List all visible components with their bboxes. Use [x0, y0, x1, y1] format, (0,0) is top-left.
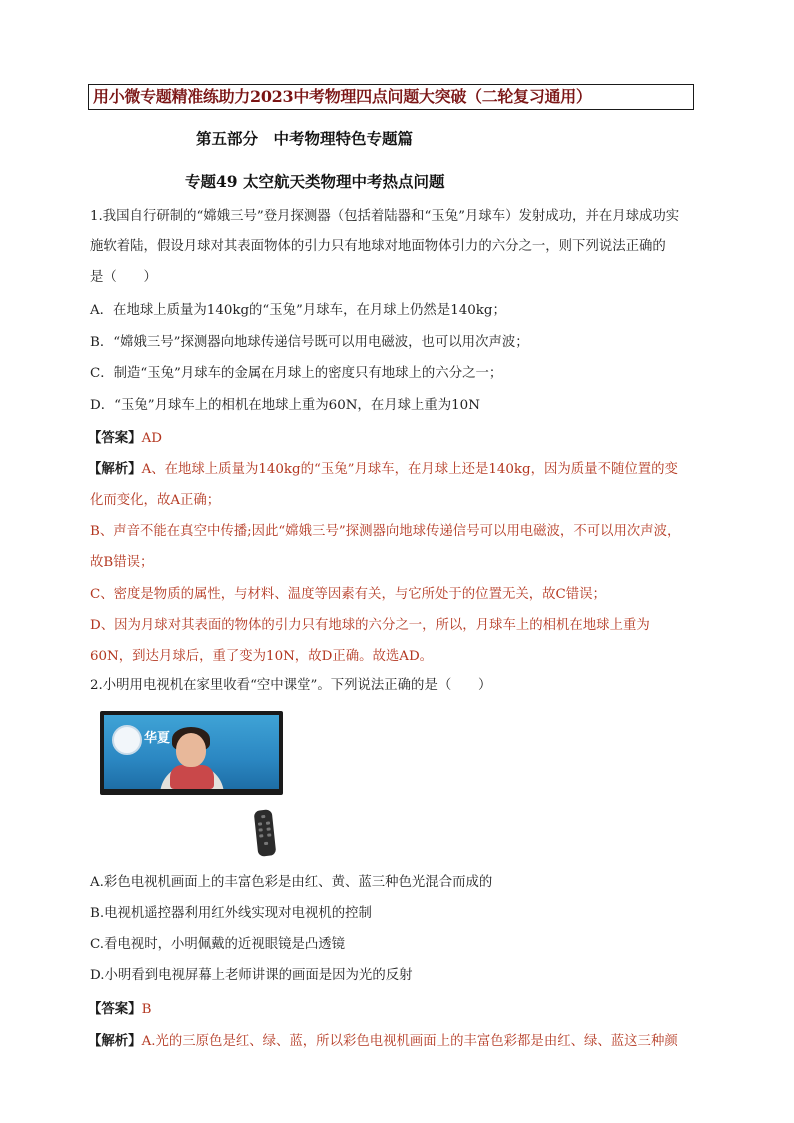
document-banner: 用小微专题精准练助力2023中考物理四点问题大突破（二轮复习通用） — [88, 84, 694, 110]
q1-analysis-line-7: 60N，到达月球后，重了变为10N，故D正确。故选AD。 — [90, 649, 434, 664]
q1-analysis-line-1 — [88, 458, 678, 477]
presenter-face — [176, 733, 206, 767]
q2-answer — [88, 998, 151, 1017]
q1-option-c: C．制造“玉兔”月球车的金属在月球上的密度只有地球上的六分之一； — [90, 366, 503, 381]
q1-answer — [88, 427, 162, 446]
q1-option-b: B．“嫦娥三号”探测器向地球传递信号既可以用电磁波，也可以用次声波； — [90, 335, 529, 350]
q1-analysis-line-4: 故B错误； — [90, 555, 154, 570]
q2-answer-value: B — [141, 1002, 152, 1017]
q1-analysis-line-3: B、声音不能在真空中传播;因此“嫦娥三号”探测器向地球传递信号可以用电磁波，不可以用次声波， — [90, 524, 681, 539]
q1-stem-line-2: 施软着陆，假设月球对其表面物体的引力只有地球对地面物体引力的六分之一，则下列说法正确的 — [90, 239, 666, 254]
q1-stem-line-3: 是（ ） — [90, 270, 157, 285]
q2-analysis-text: A.光的三原色是红、绿、蓝，所以彩色电视机画面上的丰富色彩都是由红、绿、蓝这三种颜 — [141, 1034, 678, 1049]
q1-analysis-text-1: A、在地球上质量为140kg的“玉兔”月球车，在月球上还是140kg，因为质量不随位置的变 — [141, 462, 678, 477]
q2-analysis-line-1 — [88, 1030, 678, 1049]
tv-screen — [104, 715, 279, 789]
presenter-scarf — [170, 765, 214, 789]
tv-image — [100, 711, 283, 795]
q1-analysis-line-6: D、因为月球对其表面的物体的引力只有地球的六分之一，所以，月球车上的相机在地球上重为 — [90, 618, 650, 633]
q2-option-b: B.电视机遥控器利用红外线实现对电视机的控制 — [90, 906, 372, 921]
part-title: 第五部分 中考物理特色专题篇 — [196, 129, 414, 148]
q1-analysis-line-5: C、密度是物质的属性，与材料、温度等因素有关，与它所处于的位置无关，故C错误； — [90, 587, 606, 602]
q1-answer-tag: 【答案】 — [88, 430, 142, 446]
q1-answer-value: AD — [141, 431, 162, 446]
q2-stem: 2.小明用电视机在家里收看“空中课堂”。下列说法正确的是（ ） — [90, 678, 492, 693]
q2-analysis-tag: 【解析】 — [88, 1033, 142, 1049]
q1-option-d: D．“玉兔”月球车上的相机在地球上重为60N，在月球上重为10N — [90, 398, 480, 413]
q1-analysis-line-2: 化而变化，故A正确； — [90, 493, 221, 508]
topic-title: 专题49 太空航天类物理中考热点问题 — [185, 172, 445, 191]
q1-stem-line-1: 1.我国自行研制的“嫦娥三号”登月探测器（包括着陆器和“玉兔”月球车）发射成功，并在月球成功实 — [90, 209, 680, 224]
q1-option-a: A．在地球上质量为140kg的“玉兔”月球车，在月球上仍然是140kg； — [90, 303, 506, 318]
q1-analysis-tag: 【解析】 — [88, 461, 142, 477]
broadcaster-logo-icon — [112, 725, 142, 755]
q2-option-d: D.小明看到电视屏幕上老师讲课的画面是因为光的反射 — [90, 968, 413, 983]
q2-option-c: C.看电视时，小明佩戴的近视眼镜是凸透镜 — [90, 937, 346, 952]
tv-logo-text: 华夏 — [144, 731, 171, 746]
q2-option-a: A.彩色电视机画面上的丰富色彩是由红、黄、蓝三种色光混合而成的 — [90, 875, 493, 890]
q2-answer-tag: 【答案】 — [88, 1001, 142, 1017]
remote-control-icon — [254, 809, 277, 857]
